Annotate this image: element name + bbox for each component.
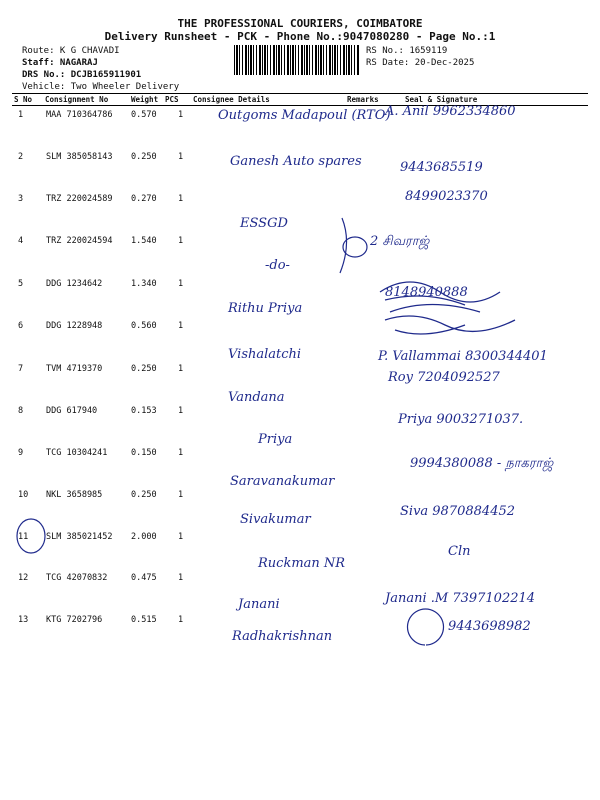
row-signature-handwritten: Janani .M 7397102214 bbox=[385, 591, 536, 606]
row-sno: 11 bbox=[18, 532, 29, 542]
row-pcs: 1 bbox=[178, 279, 184, 289]
row-signature-handwritten: P. Vallammai 8300344401 bbox=[378, 349, 548, 364]
row-consignment: TVM 4719370 bbox=[46, 364, 103, 374]
row-pcs: 1 bbox=[178, 573, 184, 583]
row-weight: 0.250 bbox=[131, 364, 157, 374]
row-consignment: DDG 617940 bbox=[46, 406, 98, 416]
row-consignee-handwritten: Janani bbox=[238, 597, 280, 612]
row-consignee-handwritten: Vishalatchi bbox=[228, 347, 302, 362]
runsheet-title: Delivery Runsheet - PCK - Phone No.:9047080280 - Page No.:1 bbox=[104, 30, 496, 43]
row-pcs: 1 bbox=[178, 448, 184, 458]
row-consignment: SLM 385021452 bbox=[46, 532, 113, 542]
col-seal-signature: Seal & Signature bbox=[405, 95, 478, 104]
row-pcs: 1 bbox=[178, 321, 184, 331]
vehicle: Vehicle: Two Wheeler Delivery bbox=[22, 82, 180, 92]
row-signature-handwritten: Roy 7204092527 bbox=[388, 370, 500, 385]
rs-date: RS Date: 20-Dec-2025 bbox=[366, 58, 475, 68]
row-weight: 1.540 bbox=[131, 236, 157, 246]
row-consignment: NKL 3658985 bbox=[46, 490, 103, 500]
row-sno: 9 bbox=[18, 448, 24, 458]
row-pcs: 1 bbox=[178, 532, 184, 542]
row-weight: 0.270 bbox=[131, 194, 157, 204]
row-signature-handwritten: 9443685519 bbox=[400, 160, 483, 175]
row-consignee-handwritten: Ruckman NR bbox=[258, 556, 346, 571]
row-consignee-handwritten: Rithu Priya bbox=[228, 301, 303, 316]
row-consignee-handwritten: Outgoms Madapoul (RTO) bbox=[218, 108, 391, 123]
circle-row-11 bbox=[17, 519, 45, 553]
row-signature-handwritten: Priya 9003271037. bbox=[398, 412, 524, 427]
row-pcs: 1 bbox=[178, 194, 184, 204]
col-sno: S No bbox=[14, 95, 33, 104]
row-sno: 4 bbox=[18, 236, 24, 246]
col-consignee: Consignee Details bbox=[193, 95, 270, 104]
scribble-row-5 bbox=[380, 282, 500, 312]
drs-number: DRS No.: DCJB165911901 bbox=[22, 70, 142, 80]
row-sno: 10 bbox=[18, 490, 29, 500]
row-pcs: 1 bbox=[178, 615, 184, 625]
row-consignment: TCG 42070832 bbox=[46, 573, 108, 583]
row-signature-handwritten: 2 சிவராஜ் bbox=[370, 234, 430, 249]
row-pcs: 1 bbox=[178, 152, 184, 162]
row-weight: 2.000 bbox=[131, 532, 157, 542]
row-sno: 6 bbox=[18, 321, 24, 331]
staff: Staff: NAGARAJ bbox=[22, 58, 98, 68]
row-weight: 0.475 bbox=[131, 573, 157, 583]
row-consignee-handwritten: Ganesh Auto spares bbox=[230, 154, 362, 169]
row-sno: 8 bbox=[18, 406, 24, 416]
row-signature-handwritten: 8499023370 bbox=[405, 189, 488, 204]
row-weight: 0.560 bbox=[131, 321, 157, 331]
row-consignee-handwritten: Vandana bbox=[228, 390, 285, 405]
row-weight: 0.570 bbox=[131, 110, 157, 120]
row-consignee-handwritten: Saravanakumar bbox=[230, 474, 335, 489]
col-pcs: PCS bbox=[165, 95, 179, 104]
row-weight: 0.250 bbox=[131, 152, 157, 162]
row-consignment: TRZ 220024589 bbox=[46, 194, 113, 204]
row-signature-handwritten: 8148940888 bbox=[385, 285, 468, 300]
row-pcs: 1 bbox=[178, 406, 184, 416]
rs-number: RS No.: 1659119 bbox=[366, 46, 448, 56]
scribble-row-6 bbox=[385, 316, 515, 334]
row-sno: 13 bbox=[18, 615, 29, 625]
row-pcs: 1 bbox=[178, 236, 184, 246]
row-weight: 0.150 bbox=[131, 448, 157, 458]
stamp-row-13 bbox=[408, 609, 444, 645]
row-consignment: DDG 1234642 bbox=[46, 279, 103, 289]
row-signature-handwritten: Cln bbox=[448, 544, 471, 559]
row-consignee-handwritten: Sivakumar bbox=[240, 512, 311, 527]
row-consignee-handwritten: Radhakrishnan bbox=[232, 629, 333, 644]
row-consignee-handwritten: -do- bbox=[265, 258, 290, 273]
row-weight: 0.153 bbox=[131, 406, 157, 416]
row-sno: 12 bbox=[18, 573, 29, 583]
row-consignment: KTG 7202796 bbox=[46, 615, 103, 625]
row-sno: 7 bbox=[18, 364, 24, 374]
row-consignee-handwritten: ESSGD bbox=[240, 216, 288, 231]
row-sno: 1 bbox=[18, 110, 24, 120]
row-consignment: DDG 1228948 bbox=[46, 321, 103, 331]
col-weight: Weight bbox=[131, 95, 159, 104]
row-consignment: TRZ 220024594 bbox=[46, 236, 113, 246]
row-signature-handwritten: Siva 9870884452 bbox=[400, 504, 516, 519]
row-sno: 5 bbox=[18, 279, 24, 289]
row-consignment: SLM 385058143 bbox=[46, 152, 113, 162]
row-weight: 0.515 bbox=[131, 615, 157, 625]
company-name: THE PROFESSIONAL COURIERS, COIMBATORE bbox=[177, 17, 423, 30]
col-remarks: Remarks bbox=[347, 95, 379, 104]
row-sno: 3 bbox=[18, 194, 24, 204]
route: Route: K G CHAVADI bbox=[22, 46, 120, 56]
row-consignment: TCG 10304241 bbox=[46, 448, 108, 458]
row-pcs: 1 bbox=[178, 110, 184, 120]
row-consignment: MAA 710364786 bbox=[46, 110, 113, 120]
row-consignee-handwritten: Priya bbox=[258, 432, 293, 447]
row-signature-handwritten: A. Anil 9962334860 bbox=[385, 104, 516, 119]
row-signature-handwritten: 9994380088 - நாகராஜ் bbox=[410, 456, 554, 471]
row-signature-handwritten: 9443698982 bbox=[448, 619, 531, 634]
row-weight: 1.340 bbox=[131, 279, 157, 289]
row-pcs: 1 bbox=[178, 364, 184, 374]
col-consignment: Consignment No bbox=[45, 95, 109, 104]
row-weight: 0.250 bbox=[131, 490, 157, 500]
row-sno: 2 bbox=[18, 152, 24, 162]
row-pcs: 1 bbox=[178, 490, 184, 500]
